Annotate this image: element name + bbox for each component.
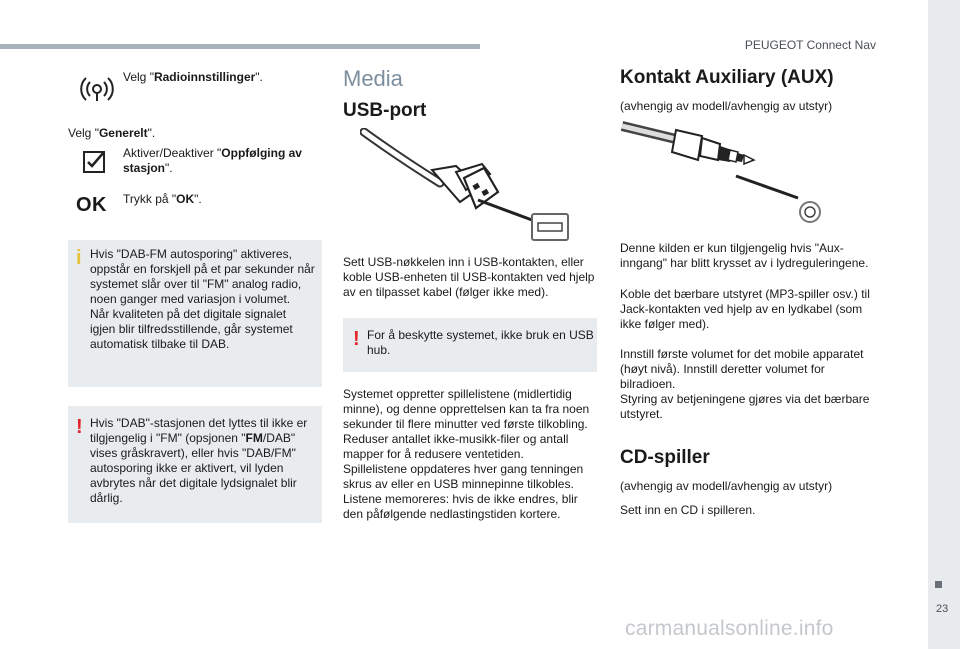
- step-press-ok: Trykk på "OK".: [123, 192, 202, 206]
- aux-paragraph-2: Koble det bærbare utstyret (MP3-spiller osv.) til Jack-kontakten ved hjelp av en lydkabel (som ikke følger med).: [620, 287, 870, 331]
- page-sidebar: [928, 0, 960, 649]
- step-radio-settings: Velg "Radioinnstillinger".: [123, 70, 263, 84]
- aux-availability: (avhengig av modell/avhengig av utstyr): [620, 99, 833, 113]
- usb-port-heading: USB-port: [343, 100, 427, 121]
- cd-availability: (avhengig av modell/avhengig av utstyr): [620, 479, 833, 493]
- cd-paragraph: Sett inn en CD i spilleren.: [620, 503, 756, 517]
- warning-note: [68, 406, 322, 523]
- warning-icon: !: [76, 416, 83, 438]
- info-icon: i: [76, 247, 82, 269]
- header-title: PEUGEOT Connect Nav: [744, 38, 876, 52]
- usb-paragraph-1: Sett USB-nøkkelen inn i USB-kontakten, eller koble USB-enheten til USB-kontakten ved hjelp av en tilpasset kabel (følger ikke med).: [343, 255, 595, 299]
- jack-plug-illustration: [620, 120, 830, 224]
- usb-warning-note: [343, 318, 597, 372]
- info-note-text: Hvis "DAB-FM autosporing" aktiveres, oppstår en forskjell på et par sekunder når systemet slår over til "FM" analog radio, noen ganger med variasjon i volumet. Når kvaliteten på det digitale signalet igjen blir tilfredsstillende, går systemet automatisk tilbake til DAB.: [90, 247, 315, 351]
- usb-plug-illustration: [360, 128, 572, 244]
- cd-heading: CD-spiller: [620, 447, 710, 468]
- watermark: carmanualsonline.info: [625, 617, 834, 640]
- page-marker: [935, 581, 942, 588]
- header-rule: [0, 44, 480, 49]
- ok-icon: OK: [76, 194, 107, 216]
- warning-note-text: Hvis "DAB"-stasjonen det lyttes til ikke er tilgjengelig i "FM" (opsjonen "FM/DAB" vises gråskravert), eller hvis "DAB/FM" autosporing ikke er aktivert, vil lyden avbrytes når det digitale lydsignalet blir dårlig.: [90, 416, 308, 505]
- step-follow-station: Aktiver/Deaktiver "Oppfølging av stasjon".: [123, 146, 302, 175]
- usb-warning-text: For å beskytte systemet, ikke bruk en USB hub.: [367, 328, 594, 357]
- step-general: Velg "Generelt".: [68, 126, 156, 140]
- aux-heading: Kontakt Auxiliary (AUX): [620, 67, 834, 88]
- media-heading: Media: [343, 66, 403, 91]
- warning-icon: !: [353, 328, 360, 350]
- page-number: 23: [936, 603, 949, 615]
- radio-settings-icon: [80, 70, 114, 104]
- info-note: [68, 240, 322, 387]
- checkbox-icon: [82, 150, 106, 174]
- aux-paragraph-1: Denne kilden er kun tilgjengelig hvis "Aux- inngang" har blitt krysset av i lydreguleringene.: [620, 241, 869, 270]
- aux-paragraph-3: Innstill første volumet for det mobile apparatet (høyt nivå). Innstill deretter volumet for bilradioen. Styring av betjeningene gjøres via det bærbare utstyret.: [620, 347, 870, 421]
- usb-paragraph-2: Systemet oppretter spillelistene (midlertidig minne), og denne opprettelsen kan ta fra noen sekunder til flere minutter ved første tilkobling. Reduser antallet ikke-musikk-filer og antall mapper for å redusere ventetiden. Spillelistene oppdateres hver gang tenningen skrus av eller en USB minnepinne tilkobles. Listene memoreres: hvis de ikke endres, blir den påfølgende nedlastingstiden kortere.: [343, 387, 590, 521]
